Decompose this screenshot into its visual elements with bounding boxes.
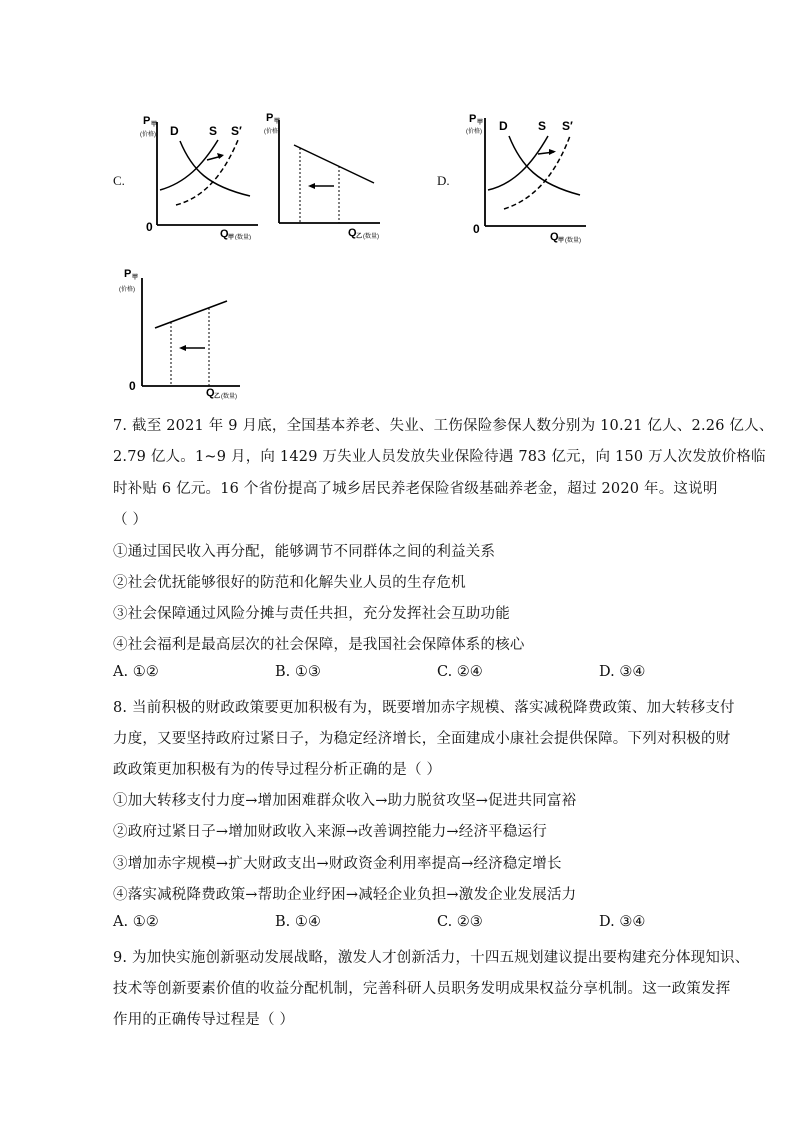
graph-d1-jia-sub-q: 甲: [558, 238, 565, 244]
graph-c1-jia-sub: 甲: [151, 122, 158, 128]
graph-c1-origin: 0: [146, 220, 153, 234]
q8-stem-line3: 政政策更加积极有为的传导过程分析正确的是（ ）: [113, 762, 442, 778]
graph-d1-arrowhead: [549, 149, 556, 155]
graph-d2-q-label: Q: [206, 387, 215, 399]
graph-c1-s-label: S: [209, 124, 218, 138]
graph-d2-quantity-label: (数量): [221, 394, 237, 400]
q7-answer-paren: （ ）: [113, 512, 148, 528]
q7-item-3: ③社会保障通过风险分摊与责任共担，充分发挥社会互助功能: [113, 606, 510, 622]
graph-c2-yi-sub: 乙: [356, 234, 363, 240]
graph-d1-quantity-label: (数量): [565, 238, 581, 244]
graph-c2-jia-sub: 甲: [274, 119, 281, 125]
graph-d1-s-label: S: [538, 119, 547, 133]
graph-c2-arrowhead: [308, 183, 315, 189]
q8-item-2: ②政府过紧日子→增加财政收入来源→改善调控能力→经济平稳运行: [113, 824, 547, 840]
graph-c1-demand-curve: [180, 141, 250, 196]
graph-c2-q-label: Q: [348, 227, 357, 239]
graph-d1-price-label: (价格): [466, 129, 482, 135]
graph-c-demand-line: [262, 108, 390, 240]
option-d-letter: D.: [437, 173, 450, 188]
q8-item-3: ③增加赤字规模→扩大财政支出→财政资金利用率提高→经济稳定增长: [113, 856, 562, 872]
graph-c2-price-label: (价格): [264, 129, 280, 135]
q7-item-1: ①通过国民收入再分配，能够调节不同群体之间的利益关系: [113, 544, 496, 560]
graph-d2-p-label: P: [124, 268, 132, 280]
q9-stem-line1: 9. 为加快实施创新驱动发展战略，激发人才创新活力，十四五规划建议提出要构建充分体现知识、: [113, 950, 750, 966]
q8-item-4: ④落实减税降费政策→帮助企业纾困→减轻企业负担→激发企业发展活力: [113, 887, 577, 903]
graph-c1-s-prime-label: S′: [231, 124, 242, 138]
graph-c-supply-demand: [140, 108, 265, 240]
graph-d1-jia-sub: 甲: [477, 120, 484, 126]
graph-c1-quantity-label: (数量): [235, 235, 251, 240]
graph-c1-q-label: Q: [220, 228, 229, 240]
q7-item-2: ②社会优抚能够很好的防范和化解失业人员的生存危机: [113, 575, 466, 591]
graph-d2-price-label: (价格): [119, 287, 135, 293]
q8-item-1: ①加大转移支付力度→增加困难群众收入→助力脱贫攻坚→促进共同富裕: [113, 793, 577, 809]
q8-choice-a[interactable]: A. ①②: [113, 914, 159, 930]
q8-stem-line2: 力度，又要坚持政府过紧日子，为稳定经济增长，全面建成小康社会提供保障。下列对积极的财: [113, 731, 731, 747]
q7-choice-c[interactable]: C. ②④: [437, 664, 483, 680]
q9-stem-line2: 技术等创新要素价值的收益分配机制，完善科研人员职务发明成果权益分享机制。这一政策发挥: [113, 981, 731, 997]
graph-d1-p-label: P: [469, 113, 477, 125]
graph-d1-q-label: Q: [550, 231, 559, 243]
graph-c1-new-supply-curve: [176, 140, 238, 205]
graph-d1-origin: 0: [473, 222, 480, 236]
graph-d-supply-demand: [466, 106, 591, 244]
q7-stem-line2: 2.79 亿人。1~9 月，向 1429 万失业人员发放失业保险待遇 783 亿元，向 150 万人次发放价格临: [113, 449, 766, 465]
q8-choice-b[interactable]: B. ①④: [275, 914, 321, 930]
q8-stem-line1: 8. 当前积极的财政政策要更加积极有为，既要增加赤字规模、落实减税降费政策、加大转移支付: [113, 700, 735, 716]
graph-c1-arrowhead: [217, 153, 224, 159]
graph-c1-jia-sub-q: 甲: [228, 235, 235, 240]
graph-c2-price-line: [294, 145, 374, 183]
graph-d-supply-line: [113, 266, 243, 400]
graph-d2-price-line: [155, 301, 227, 328]
graph-d1-d-label: D: [499, 119, 508, 133]
graph-d2-arrowhead: [179, 345, 186, 351]
q7-choice-b[interactable]: B. ①③: [275, 664, 321, 680]
q7-stem-line1: 7. 截至 2021 年 9 月底，全国基本养老、失业、工伤保险参保人数分别为 10.21 亿人、2.26 亿人、: [113, 418, 774, 434]
graph-c2-quantity-label: (数量): [363, 234, 379, 240]
graph-c1-supply-curve: [160, 140, 218, 190]
q8-choice-c[interactable]: C. ②③: [437, 914, 483, 930]
q9-stem-line3: 作用的正确传导过程是（ ）: [113, 1012, 295, 1028]
graph-d2-yi-sub: 乙: [214, 394, 221, 400]
graph-c1-p-label: P: [143, 115, 151, 127]
graph-c1-price-label: (价格): [140, 132, 156, 138]
option-c-letter: C.: [113, 173, 125, 188]
q7-choice-a[interactable]: A. ①②: [113, 664, 159, 680]
graph-d2-origin: 0: [129, 379, 136, 393]
q7-stem-line3: 时补贴 6 亿元。16 个省份提高了城乡居民养老保险省级基础养老金，超过 2020 年。这说明: [113, 481, 718, 497]
graph-c1-d-label: D: [170, 124, 179, 138]
graph-d1-s-prime-label: S′: [562, 119, 573, 133]
q7-item-4: ④社会福利是最高层次的社会保障，是我国社会保障体系的核心: [113, 637, 525, 653]
graph-d1-supply-curve: [488, 136, 548, 190]
graph-d1-demand-curve: [509, 136, 580, 195]
graph-d2-jia-sub: 甲: [132, 275, 139, 281]
q7-choice-d[interactable]: D. ③④: [599, 664, 646, 680]
graph-c2-p-label: P: [266, 112, 274, 124]
q8-choice-d[interactable]: D. ③④: [599, 914, 646, 930]
